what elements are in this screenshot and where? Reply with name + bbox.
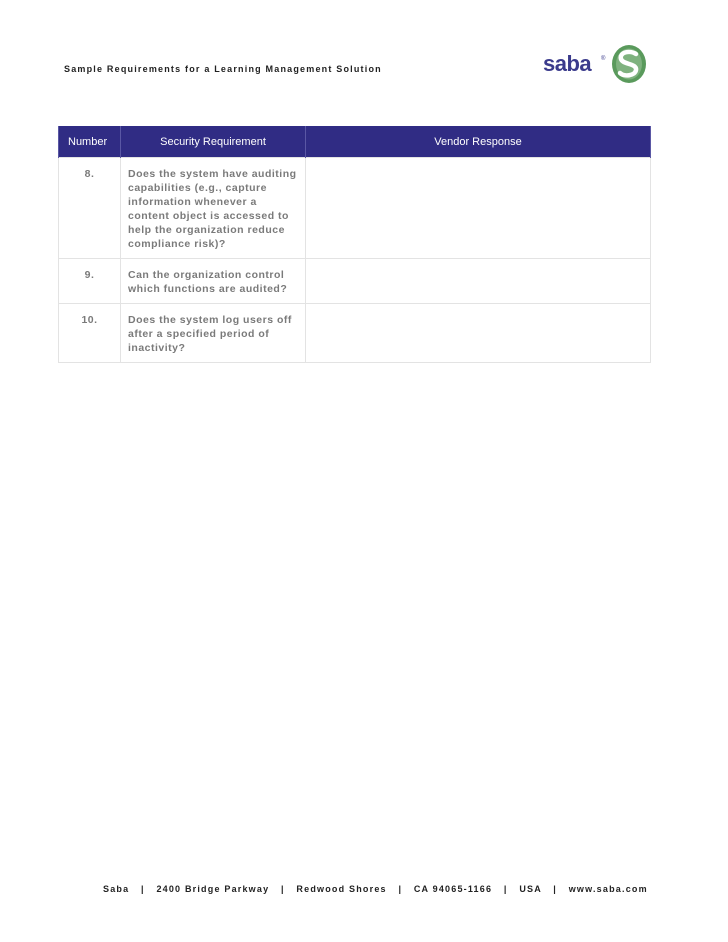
column-header-number: Number <box>59 126 121 158</box>
footer-state-zip: CA 94065-1166 <box>413 884 493 894</box>
footer-separator: | <box>553 884 558 894</box>
row-number: 8. <box>59 158 121 259</box>
column-header-vendor-response: Vendor Response <box>306 126 651 158</box>
vendor-response-cell[interactable] <box>306 158 651 259</box>
vendor-response-cell[interactable] <box>306 259 651 304</box>
page-footer <box>103 884 648 894</box>
footer-website-link[interactable]: www.saba.com <box>568 884 648 894</box>
security-requirement-text: Does the system have auditing capabilities (e.g., capture information whenever a content object is accessed to help the organization reduce compliance risk)? <box>121 158 306 259</box>
table-header-row <box>59 126 651 158</box>
row-number: 10. <box>59 304 121 363</box>
footer-separator: | <box>281 884 285 894</box>
footer-separator: | <box>398 884 403 894</box>
footer-separator: | <box>503 884 508 894</box>
saba-logo <box>540 44 650 84</box>
security-requirement-text: Can the organization control which functions are audited? <box>121 259 306 304</box>
row-number: 9. <box>59 259 121 304</box>
footer-street: 2400 Bridge Parkway <box>156 884 270 894</box>
column-header-security-requirement: Security Requirement <box>121 126 306 158</box>
security-requirements-table <box>58 126 651 363</box>
vendor-response-cell[interactable] <box>306 304 651 363</box>
logo-registered-mark: ® <box>601 56 606 62</box>
footer-separator: | <box>141 884 145 894</box>
table-row <box>59 158 651 259</box>
saba-s-logo-icon <box>610 44 648 84</box>
table-row <box>59 259 651 304</box>
footer-company: Saba <box>103 884 130 894</box>
footer-city: Redwood Shores <box>296 884 387 894</box>
document-header-title: Sample Requirements for a Learning Management Solution <box>64 64 382 74</box>
footer-country: USA <box>519 884 542 894</box>
logo-wordmark: saba <box>543 51 592 76</box>
table-row <box>59 304 651 363</box>
security-requirement-text: Does the system log users off after a specified period of inactivity? <box>121 304 306 363</box>
